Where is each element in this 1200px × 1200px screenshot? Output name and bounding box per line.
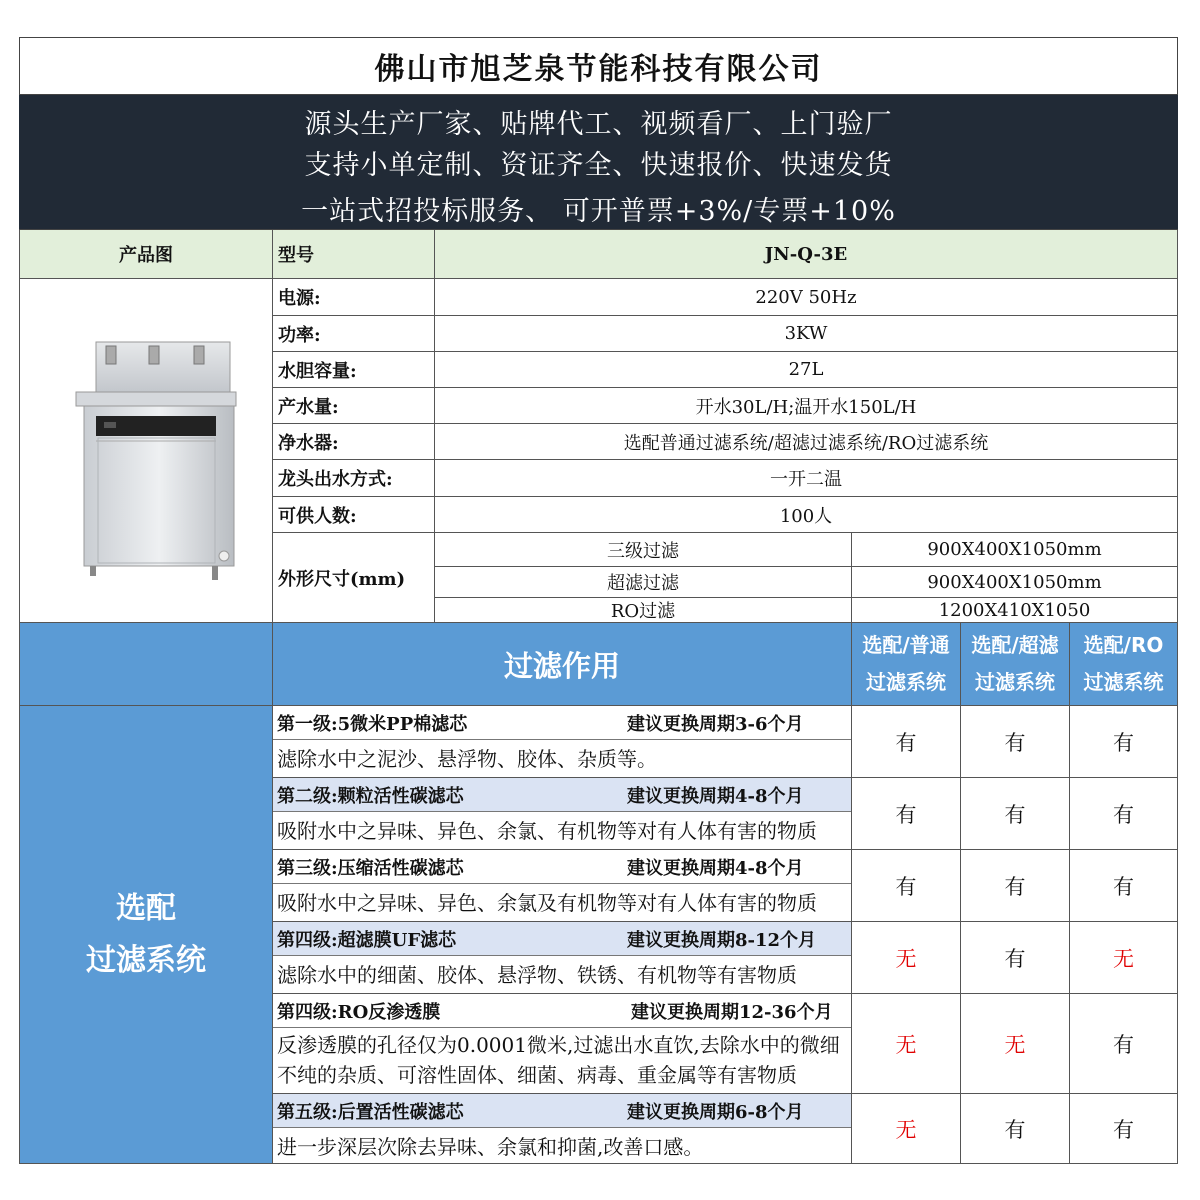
filter-stage-description: 吸附水中之异味、异色、余氯及有机物等对有人体有害的物质 xyxy=(277,891,817,915)
dimension-type: RO过滤 xyxy=(435,598,852,623)
replacement-cycle: 建议更换周期3-6个月 xyxy=(627,714,804,735)
availability-mark: 有 xyxy=(1070,778,1178,850)
product-image-header: 产品图 xyxy=(19,230,273,279)
model-value: JN-Q-3E xyxy=(435,230,1178,279)
filter-effect-title: 过滤作用 xyxy=(273,623,852,706)
option-ro-header xyxy=(1070,623,1178,706)
filter-stage-name: 第三级:压缩活性碳滤芯 xyxy=(277,858,464,879)
spec-label: 水胆容量: xyxy=(273,352,435,388)
optional-filter-system-label xyxy=(19,706,273,1164)
filter-stage-row xyxy=(273,706,852,778)
side-label-line2: 过滤系统 xyxy=(86,942,206,978)
dimension-type: 三级过滤 xyxy=(435,533,852,567)
availability-mark: 有 xyxy=(852,706,961,778)
availability-mark: 无 xyxy=(852,1094,961,1164)
availability-mark: 有 xyxy=(961,1094,1070,1164)
filter-stage-description: 吸附水中之异味、异色、余氯、有机物等对有人体有害的物质 xyxy=(277,819,817,843)
filter-stage-name: 第二级:颗粒活性碳滤芯 xyxy=(277,786,464,807)
spec-label: 可供人数: xyxy=(273,497,435,533)
spec-value: 开水30L/H;温开水150L/H xyxy=(435,388,1178,424)
filter-stage-description: 滤除水中的细菌、胶体、悬浮物、铁锈、有机物等有害物质 xyxy=(277,963,797,987)
availability-mark: 有 xyxy=(1070,706,1178,778)
dimension-size: 900X400X1050mm xyxy=(852,567,1178,598)
availability-mark: 有 xyxy=(1070,850,1178,922)
spec-value: 220V 50Hz xyxy=(435,279,1178,316)
availability-mark: 有 xyxy=(1070,1094,1178,1164)
availability-mark: 无 xyxy=(852,994,961,1094)
filter-stage-row xyxy=(273,850,852,922)
filter-stage-name: 第一级:5微米PP棉滤芯 xyxy=(277,714,468,735)
product-image-cell xyxy=(19,279,273,623)
banner-line-1: 源头生产厂家、贴牌代工、视频看厂、上门验厂 xyxy=(304,109,893,140)
option-uf-header xyxy=(961,623,1070,706)
replacement-cycle: 建议更换周期12-36个月 xyxy=(631,1002,833,1023)
filter-stage-description: 进一步深层次除去异味、余氯和抑菌,改善口感。 xyxy=(277,1135,704,1159)
spec-label: 产水量: xyxy=(273,388,435,424)
option-uf-line2: 过滤系统 xyxy=(975,670,1055,694)
filter-stage-header xyxy=(273,850,851,884)
filter-stage-name: 第五级:后置活性碳滤芯 xyxy=(277,1102,464,1123)
filter-stage-header xyxy=(273,922,851,956)
model-label: 型号 xyxy=(273,230,435,279)
dimension-size: 1200X410X1050 xyxy=(852,598,1178,623)
spec-value: 选配普通过滤系统/超滤过滤系统/RO过滤系统 xyxy=(435,424,1178,460)
filter-stage-header xyxy=(273,706,851,740)
spec-label: 电源: xyxy=(273,279,435,316)
filter-stage-description: 反渗透膜的孔径仅为0.0001微米,过滤出水直饮,去除水中的微细不纯的杂质、可溶性固体、细菌、病毒、重金属等有害物质 xyxy=(277,1033,840,1087)
dimension-size: 900X400X1050mm xyxy=(852,533,1178,567)
filter-stage-description: 滤除水中之泥沙、悬浮物、胶体、杂质等。 xyxy=(277,747,657,771)
filter-stage-row xyxy=(273,778,852,850)
filter-stage-row xyxy=(273,994,852,1094)
availability-mark: 有 xyxy=(852,778,961,850)
spec-value: 100人 xyxy=(435,497,1178,533)
option-normal-line2: 过滤系统 xyxy=(866,670,946,694)
filter-header-blank xyxy=(19,623,273,706)
option-normal-line1: 选配/普通 xyxy=(862,633,950,657)
option-ro-line2: 过滤系统 xyxy=(1083,670,1164,694)
option-ro-line1: 选配/RO xyxy=(1083,633,1164,657)
company-title: 佛山市旭芝泉节能科技有限公司 xyxy=(19,37,1178,95)
availability-mark: 无 xyxy=(852,922,961,994)
filter-stage-name: 第四级:RO反渗透膜 xyxy=(277,1002,441,1023)
filter-stage-name: 第四级:超滤膜UF滤芯 xyxy=(277,930,457,951)
filter-stage-row xyxy=(273,922,852,994)
availability-mark: 有 xyxy=(961,778,1070,850)
spec-value: 27L xyxy=(435,352,1178,388)
availability-mark: 有 xyxy=(961,850,1070,922)
option-normal-header xyxy=(852,623,961,706)
availability-mark: 无 xyxy=(961,994,1070,1094)
replacement-cycle: 建议更换周期6-8个月 xyxy=(627,1102,804,1123)
option-uf-line1: 选配/超滤 xyxy=(971,633,1059,657)
availability-mark: 有 xyxy=(961,706,1070,778)
filter-stage-header xyxy=(273,1094,851,1128)
replacement-cycle: 建议更换周期4-8个月 xyxy=(627,786,804,807)
availability-mark: 有 xyxy=(1070,994,1178,1094)
availability-mark: 有 xyxy=(961,922,1070,994)
filter-stage-header xyxy=(273,778,851,812)
filter-stage-row xyxy=(273,1094,852,1164)
replacement-cycle: 建议更换周期8-12个月 xyxy=(627,930,817,951)
availability-mark: 无 xyxy=(1070,922,1178,994)
side-label-line1: 选配 xyxy=(116,890,176,926)
replacement-cycle: 建议更换周期4-8个月 xyxy=(627,858,804,879)
promo-banner xyxy=(19,95,1178,230)
spec-value: 3KW xyxy=(435,316,1178,352)
spec-label: 功率: xyxy=(273,316,435,352)
banner-line-2: 支持小单定制、资证齐全、快速报价、快速发货 xyxy=(304,150,893,181)
water-boiler-image xyxy=(46,316,246,586)
filter-stage-header xyxy=(273,994,851,1028)
spec-label: 净水器: xyxy=(273,424,435,460)
banner-line-3: 一站式招投标服务、 可开普票+3%/专票+10% xyxy=(301,196,896,227)
availability-mark: 有 xyxy=(852,850,961,922)
dimensions-label: 外形尺寸(mm) xyxy=(273,533,435,623)
spec-value: 一开二温 xyxy=(435,460,1178,497)
spec-label: 龙头出水方式: xyxy=(273,460,435,497)
dimension-type: 超滤过滤 xyxy=(435,567,852,598)
